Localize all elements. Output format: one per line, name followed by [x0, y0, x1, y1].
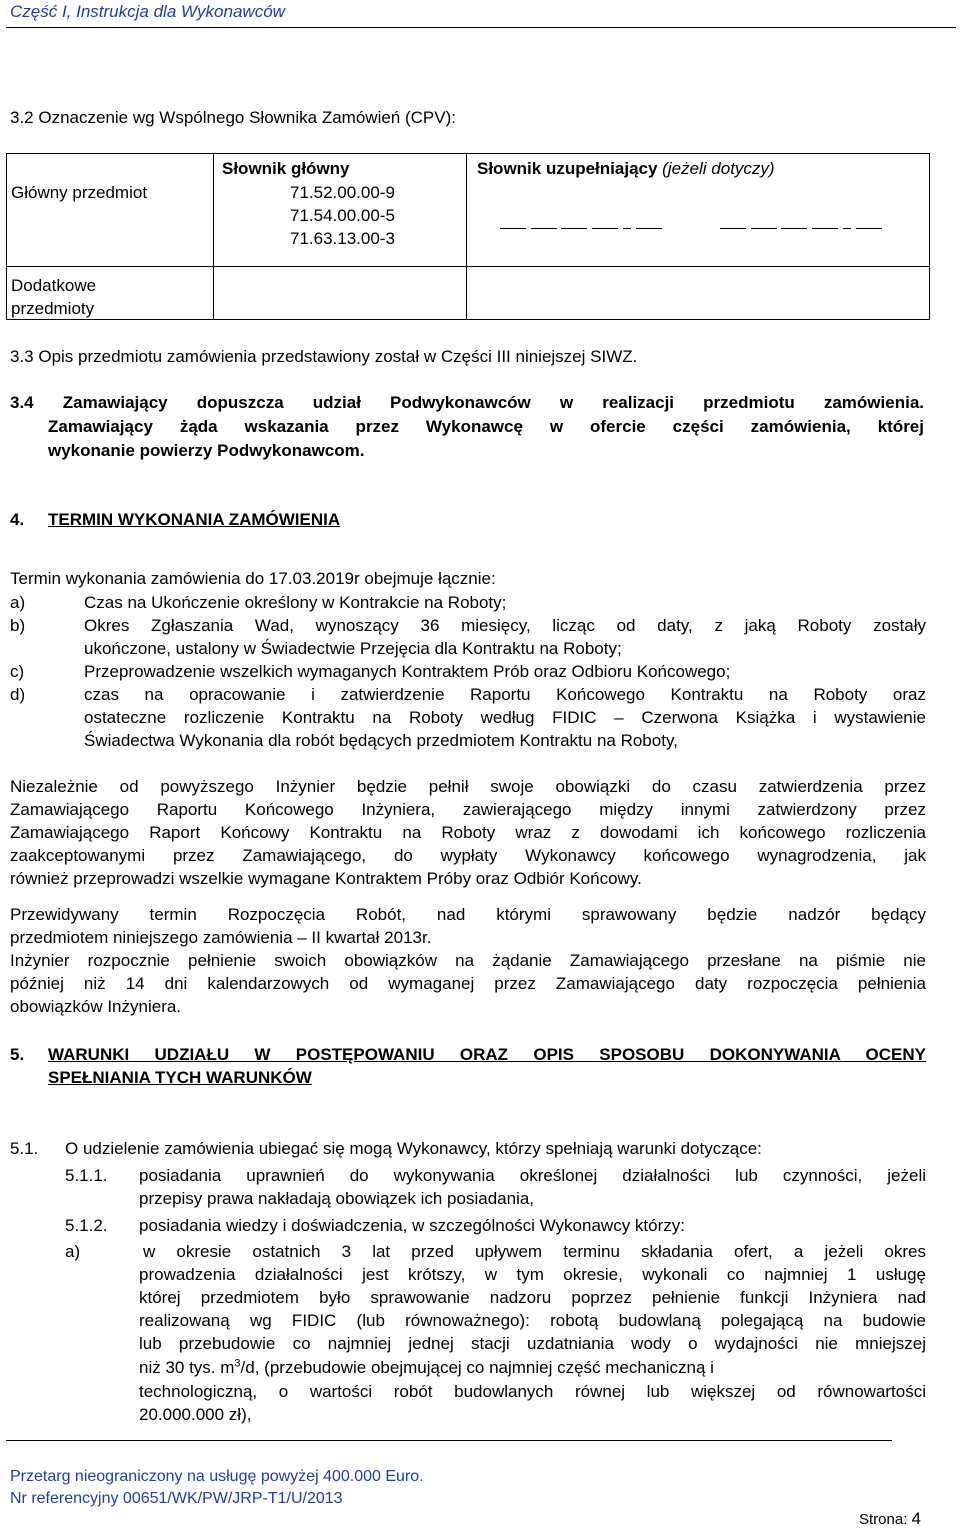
paragraph-line: później niż 14 dni kalendarzowych od wymaganej przez Zamawiającego daty rozpoczęcia pełnienia	[10, 974, 926, 993]
cpv-table	[6, 153, 930, 320]
paragraph-line: Niezależnie od powyższego Inżynier będzie pełnił swoje obowiązki do czasu zatwierdzenia przez	[10, 777, 926, 796]
section-5-1-2-text: posiadania wiedzy i doświadczenia, w szczególności Wykonawcy którzy:	[139, 1216, 685, 1235]
cpv-supplementary-blank	[720, 212, 882, 235]
section-3-4-line: wykonanie powierzy Podwykonawcom.	[48, 441, 365, 460]
condition-text: technologiczną, o wartości robót budowlanych równej lub większej od równowartości	[139, 1382, 926, 1401]
list-marker: c)	[10, 662, 25, 681]
footer-reference-number: Nr referencyjny 00651/WK/PW/JRP-T1/U/2013	[10, 1490, 343, 1507]
section-3-3-text: 3.3 Opis przedmiotu zamówienia przedstawiony został w Części III niniejszej SIWZ.	[10, 347, 638, 366]
condition-text: prowadzenia działalności jest krótszy, w tym okresie, wykonali co najmniej 1 usługę	[139, 1265, 926, 1284]
section-4-number: 4.	[10, 510, 25, 529]
condition-text	[139, 1356, 714, 1379]
cpv-table-divider	[7, 266, 929, 267]
paragraph-line: Inżynier rozpocznie pełnienie swoich obowiązków na żądanie Zamawiającego przesłane na piśmie nie	[10, 951, 926, 970]
cpv-table-divider	[213, 154, 214, 319]
page-number-value: 4	[911, 1509, 922, 1528]
section-5-title: SPEŁNIANIA TYCH WARUNKÓW	[48, 1068, 312, 1087]
footer-tender-type: Przetarg nieograniczony na usługę powyżej 400.000 Euro.	[10, 1468, 424, 1485]
paragraph-line: również przeprowadzi wszelkie wymagane Kontraktem Próby oraz Odbiór Końcowy.	[10, 869, 642, 888]
cpv-code: 71.63.13.00-3	[290, 229, 395, 248]
condition-text: realizowaną wg FIDIC (lub równoważnego): robotą budowlaną polegającą na budowie	[139, 1311, 926, 1330]
condition-text: 20.000.000 zł),	[139, 1405, 252, 1424]
cpv-code: 71.52.00.00-9	[290, 183, 395, 202]
cpv-row-main-label: Główny przedmiot	[11, 183, 148, 202]
section-4-intro: Termin wykonania zamówienia do 17.03.2019r obejmuje łącznie:	[10, 569, 496, 588]
section-5-1-1-text: posiadania uprawnień do wykonywania określonej działalności lub czynności, jeżeli	[139, 1166, 926, 1185]
paragraph-line: Zamawiającego Raport Końcowy Kontraktu na Roboty wraz z dowodami ich końcowego rozliczenia	[10, 823, 926, 842]
section-5-1-text: O udzielenie zamówienia ubiegać się mogą Wykonawcy, którzy spełniają warunki dotyczące:	[65, 1139, 762, 1158]
section-5-1-1-text: przepisy prawa nakładają obowiązek ich posiadania,	[139, 1189, 535, 1208]
document-header-title: Część I, Instrukcja dla Wykonawców	[10, 2, 285, 21]
condition-text: w okresie ostatnich 3 lat przed upływem terminu składania ofert, a jeżeli okres	[143, 1242, 926, 1261]
section-3-4-line: Zamawiający żąda wskazania przez Wykonawcę w ofercie części zamówienia, której	[48, 417, 924, 436]
section-3-4-line: 3.4 Zamawiający dopuszcza udział Podwykonawców w realizacji przedmiotu zamówienia.	[10, 393, 924, 412]
list-item-text: Czas na Ukończenie określony w Kontrakcie na Roboty;	[84, 593, 507, 612]
list-item-text: Przeprowadzenie wszelkich wymaganych Kontraktem Prób oraz Odbioru Końcowego;	[84, 662, 731, 681]
list-marker: a)	[10, 593, 26, 612]
condition-text-part: /d, (przebudowie obejmującej co najmniej część mechaniczną i	[240, 1358, 714, 1377]
cpv-supplementary-blank	[500, 212, 662, 235]
section-5-title: WARUNKI UDZIAŁU W POSTĘPOWANIU ORAZ OPIS SPOSOBU DOKONYWANIA OCENY	[48, 1045, 926, 1064]
page-number-label: Strona:	[859, 1511, 908, 1528]
paragraph-line: zaakceptowanymi przez Zamawiającego, do wypłaty Wykonawcy końcowego wynagrodzenia, jak	[10, 846, 926, 865]
list-marker: d)	[10, 685, 26, 704]
condition-text-part: niż 30 tys. m	[139, 1358, 235, 1377]
list-item-text: ostateczne rozliczenie Kontraktu na Roboty według FIDIC – Czerwona Książka i wystawienie	[84, 708, 926, 727]
cpv-col-supplementary-note: (jeżeli dotyczy)	[662, 159, 775, 178]
list-marker: b)	[10, 616, 26, 635]
section-3-2-heading: 3.2 Oznaczenie wg Wspólnego Słownika Zamówień (CPV):	[10, 108, 456, 127]
list-marker: a)	[65, 1242, 81, 1261]
condition-text: lub przebudowie co najmniej jednej stacji uzdatniania wody o wydajności nie mniejszej	[139, 1334, 926, 1353]
list-item-text: ukończone, ustalony w Świadectwie Przejęcia dla Kontraktu na Roboty;	[84, 639, 622, 658]
cpv-row-additional-label: przedmioty	[11, 299, 95, 318]
paragraph-line: obowiązków Inżyniera.	[10, 997, 182, 1016]
paragraph-line: Przewidywany termin Rozpoczęcia Robót, nad którymi sprawowany będzie nadzór będący	[10, 905, 926, 924]
paragraph-line: Zamawiającego Raportu Końcowego Inżyniera, zawierającego między innymi zatwierdzony przez	[10, 800, 926, 819]
header-divider	[6, 27, 956, 28]
list-item-text: Świadectwa Wykonania dla robót będących przedmiotem Kontraktu na Roboty,	[84, 731, 678, 750]
list-item-text: czas na opracowanie i zatwierdzenie Raportu Końcowego Kontraktu na Roboty oraz	[84, 685, 926, 704]
section-5-1-1-number: 5.1.1.	[65, 1166, 108, 1185]
footer-divider	[6, 1440, 892, 1441]
paragraph-line: przedmiotem niniejszego zamówienia – II kwartał 2013r.	[10, 928, 432, 947]
cpv-code: 71.54.00.00-5	[290, 206, 395, 225]
section-5-number: 5.	[10, 1045, 25, 1064]
section-5-1-number: 5.1.	[10, 1139, 39, 1158]
page-number	[859, 1507, 921, 1531]
cpv-col-supplementary-label: Słownik uzupełniający	[477, 159, 658, 178]
cpv-col-main-header: Słownik główny	[222, 159, 350, 178]
section-4-title: TERMIN WYKONANIA ZAMÓWIENIA	[48, 510, 341, 529]
list-item-text: Okres Zgłaszania Wad, wynoszący 36 miesięcy, licząc od daty, z jaką Roboty zostały	[84, 616, 926, 635]
section-5-1-2-number: 5.1.2.	[65, 1216, 108, 1235]
cpv-col-supplementary-header	[477, 157, 775, 180]
cpv-row-additional-label: Dodatkowe	[11, 276, 97, 295]
superscript: 3	[234, 1357, 241, 1370]
cpv-table-divider	[466, 154, 467, 319]
condition-text: której przedmiotem było sprawowanie nadzoru poprzez pełnienie funkcji Inżyniera nad	[139, 1288, 926, 1307]
